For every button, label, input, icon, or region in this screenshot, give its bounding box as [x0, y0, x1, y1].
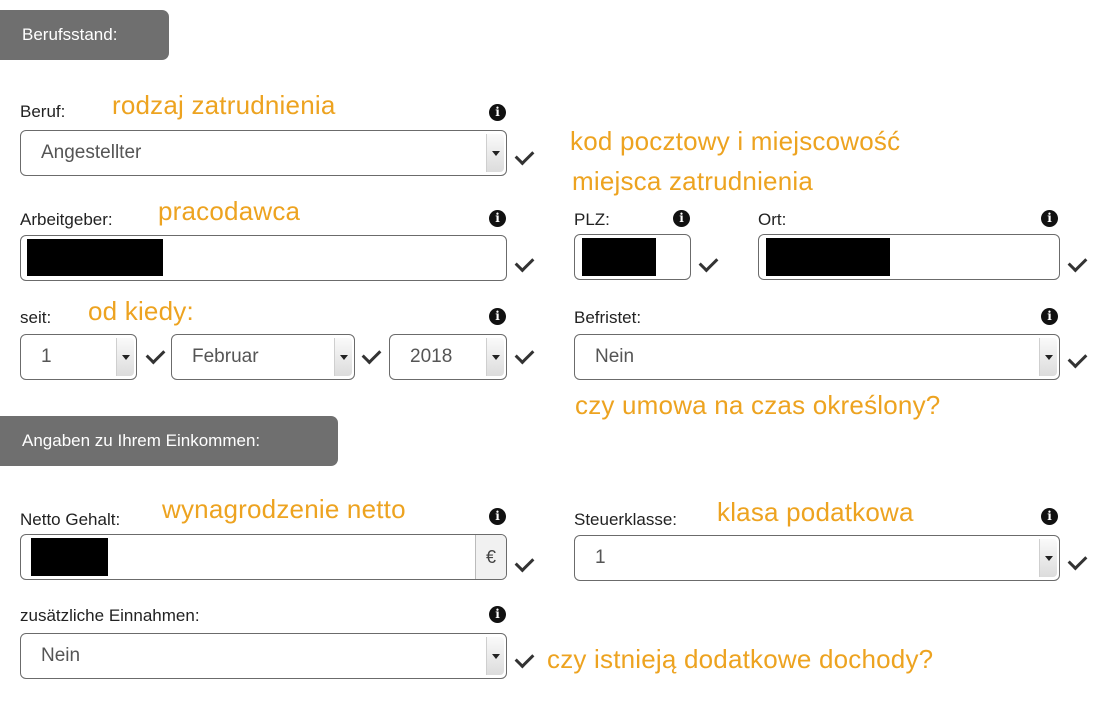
steuerklasse-value: 1: [595, 547, 606, 568]
netto-label: Netto Gehalt:: [20, 510, 121, 529]
location-annotation-line1: kod pocztowy i miejscowość: [570, 126, 901, 156]
redacted-block: [582, 238, 656, 276]
beruf-label: Beruf:: [20, 102, 66, 121]
check-icon: [1068, 253, 1088, 273]
check-icon: [515, 649, 535, 669]
check-icon: [1068, 551, 1088, 571]
plz-input[interactable]: [574, 234, 691, 280]
check-icon: [515, 553, 535, 573]
check-icon: [699, 253, 719, 273]
seit-day-value: 1: [41, 346, 52, 367]
netto-annotation: wynagrodzenie netto: [162, 494, 406, 524]
befristet-label: Befristet:: [574, 308, 642, 327]
section-tab-income: Angaben zu Ihrem Einkommen:: [0, 416, 338, 466]
seit-month-select[interactable]: [171, 334, 355, 380]
chevron-down-icon[interactable]: [1039, 539, 1057, 577]
zusaetzlich-value: Nein: [41, 645, 81, 666]
seit-month-value: Februar: [192, 346, 259, 367]
steuerklasse-label: Steuerklasse:: [574, 510, 677, 529]
befristet-annotation: czy umowa na czas określony?: [575, 390, 941, 420]
seit-info-icon[interactable]: i: [489, 308, 506, 325]
arbeitgeber-annotation: pracodawca: [158, 196, 301, 226]
chevron-down-icon[interactable]: [1039, 338, 1057, 376]
befristet-select[interactable]: [574, 334, 1060, 380]
chevron-down-icon[interactable]: [486, 637, 504, 675]
zusaetzlich-annotation: czy istnieją dodatkowe dochody?: [547, 644, 934, 674]
chevron-down-icon[interactable]: [486, 134, 504, 172]
netto-info-icon[interactable]: i: [489, 508, 506, 525]
arbeitgeber-input[interactable]: [20, 235, 507, 281]
seit-year-value: 2018: [410, 346, 453, 367]
check-icon: [146, 345, 166, 365]
seit-annotation: od kiedy:: [88, 296, 194, 326]
chevron-down-icon[interactable]: [486, 338, 504, 376]
check-icon: [515, 253, 535, 273]
zusaetzlich-label: zusätzliche Einnahmen:: [20, 606, 200, 625]
check-icon: [1068, 349, 1088, 369]
arbeitgeber-info-icon[interactable]: i: [489, 210, 506, 227]
plz-info-icon[interactable]: i: [673, 210, 690, 227]
steuerklasse-info-icon[interactable]: i: [1041, 508, 1058, 525]
redacted-block: [27, 239, 163, 276]
seit-label: seit:: [20, 308, 52, 327]
section-tab-employment: Berufsstand:: [0, 10, 169, 60]
beruf-info-icon[interactable]: i: [489, 104, 506, 121]
steuerklasse-annotation: klasa podatkowa: [717, 497, 914, 527]
befristet-info-icon[interactable]: i: [1041, 308, 1058, 325]
ort-info-icon[interactable]: i: [1041, 210, 1058, 227]
check-icon: [362, 345, 382, 365]
location-annotation-line2: miejsca zatrudnienia: [572, 166, 814, 196]
zusaetzlich-info-icon[interactable]: i: [489, 606, 506, 623]
netto-input[interactable]: [20, 534, 507, 580]
befristet-value: Nein: [595, 346, 635, 367]
chevron-down-icon[interactable]: [334, 338, 352, 376]
plz-label: PLZ:: [574, 210, 610, 229]
chevron-down-icon[interactable]: [116, 338, 134, 376]
seit-day-select[interactable]: [20, 334, 137, 380]
check-icon: [515, 345, 535, 365]
redacted-block: [31, 538, 108, 576]
check-icon: [515, 146, 535, 166]
beruf-select[interactable]: [20, 130, 507, 176]
beruf-value: Angestellter: [41, 142, 142, 163]
steuerklasse-select[interactable]: [574, 535, 1060, 581]
arbeitgeber-label: Arbeitgeber:: [20, 210, 113, 229]
zusaetzlich-select[interactable]: [20, 633, 507, 679]
euro-addon: €: [475, 535, 506, 579]
beruf-annotation: rodzaj zatrudnienia: [112, 90, 336, 120]
redacted-block: [766, 238, 890, 276]
ort-input[interactable]: [758, 234, 1060, 280]
ort-label: Ort:: [758, 210, 787, 229]
seit-year-select[interactable]: [389, 334, 507, 380]
